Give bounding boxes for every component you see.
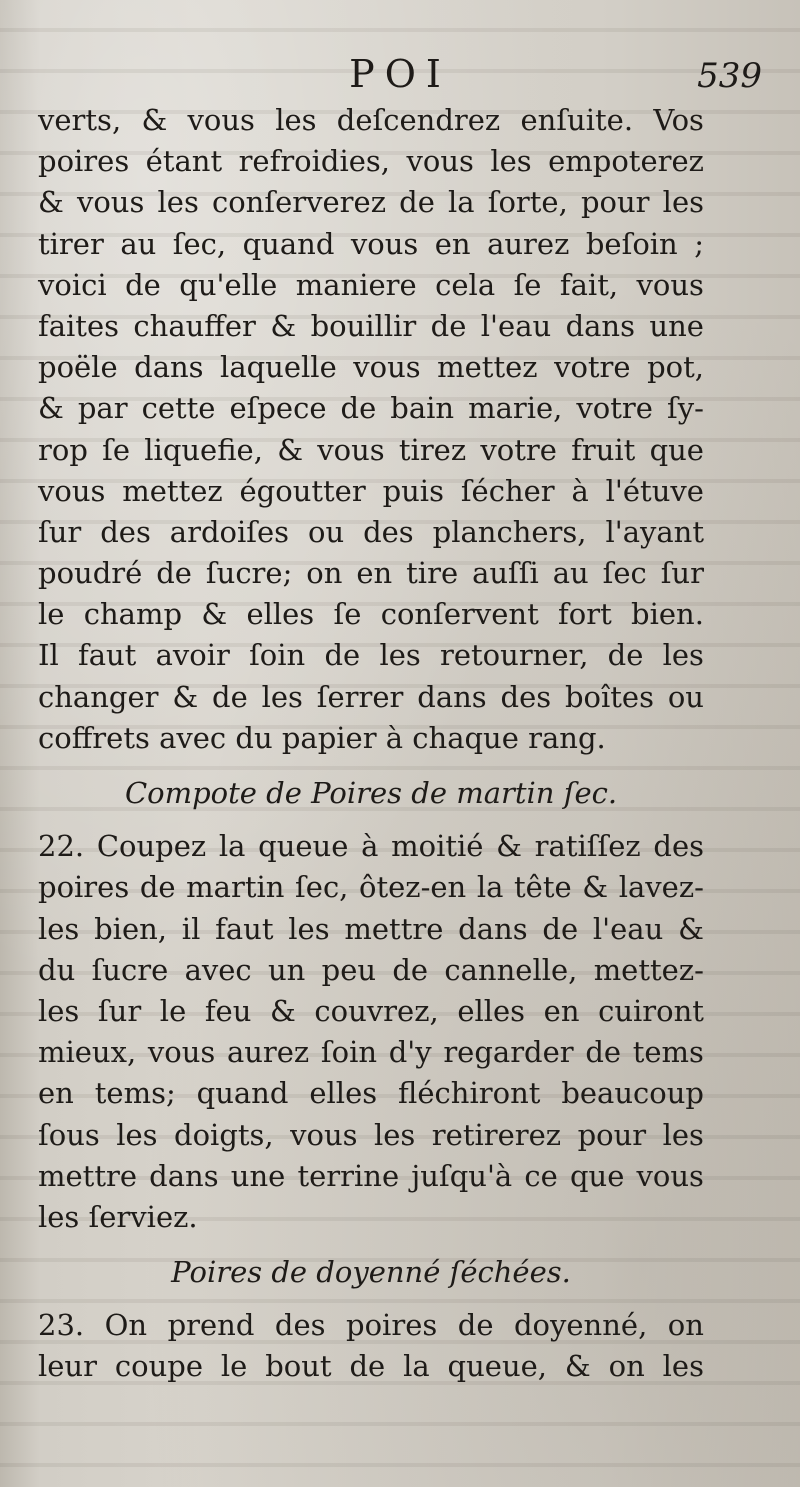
text-line: le champ & elles ſe conſervent fort bien.	[38, 597, 704, 632]
text-line: les ſur le feu & couvrez, elles en cuiront	[38, 993, 704, 1028]
page-header	[30, 50, 770, 98]
text-line: leur coupe le bout de la queue, & on les	[38, 1349, 704, 1384]
text-line: & par cette eſpece de bain marie, votre ſy-	[38, 391, 704, 426]
text-line: voici de qu'elle maniere cela ſe fait, vous	[38, 267, 704, 302]
text-line-last: coffrets avec du papier à chaque rang.	[38, 720, 606, 755]
text-block	[38, 100, 704, 1388]
text-line: les bien, il faut les mettre dans de l'eau &	[38, 911, 704, 946]
text-line: en tems; quand elles fléchiront beaucoup	[38, 1076, 704, 1111]
text-line: mettre dans une terrine juſqu'à ce que vous	[38, 1158, 704, 1193]
text-line: & vous les conſerverez de la ſorte, pour les	[38, 185, 704, 220]
paragraph-22	[38, 826, 704, 1238]
text-line: du ſucre avec un peu de cannelle, mettez-	[38, 952, 704, 987]
paragraph-23	[38, 1305, 704, 1387]
text-line: 22. Coupez la queue à moitié & ratiſſez des	[38, 829, 704, 864]
text-line: ſur des ardoiſes ou des planchers, l'ayant	[38, 514, 704, 549]
text-line: rop ſe liquefie, & vous tirez votre fruit que	[38, 432, 704, 467]
text-line: poires étant refroidies, vous les empoterez	[38, 144, 704, 179]
text-line: changer & de les ſerrer dans des boîtes ou	[38, 679, 704, 714]
section-heading-doyenne: Poires de doyenné ſéchées.	[171, 1255, 571, 1290]
text-line: ſous les doigts, vous les retirerez pour les	[38, 1117, 704, 1152]
text-line: poële dans laquelle vous mettez votre pot,	[38, 350, 704, 385]
text-line-last: les ſerviez.	[38, 1199, 198, 1234]
text-line: vous mettez égoutter puis ſécher à l'étuve	[38, 473, 704, 508]
running-head: POI	[349, 52, 451, 96]
section-heading-compote: Compote de Poires de martin ſec.	[124, 776, 618, 810]
text-line: faites chauffer & bouillir de l'eau dans une	[38, 308, 704, 343]
text-line: 23. On prend des poires de doyenné, on	[38, 1308, 704, 1343]
page-number: 539	[697, 56, 762, 96]
text-line: tirer au ſec, quand vous en aurez beſoin ;	[38, 226, 704, 261]
text-line: verts, & vous les deſcendrez enſuite. Vos	[38, 103, 704, 137]
text-line: Il faut avoir ſoin de les retourner, de les	[38, 638, 704, 673]
text-line: poires de martin ſec, ôtez-en la tête & lavez-	[38, 870, 704, 905]
text-line: poudré de ſucre; on en tire auſſi au ſec ſur	[38, 556, 704, 591]
paragraph-1	[38, 100, 704, 759]
text-line: mieux, vous aurez ſoin d'y regarder de tems	[38, 1035, 704, 1070]
